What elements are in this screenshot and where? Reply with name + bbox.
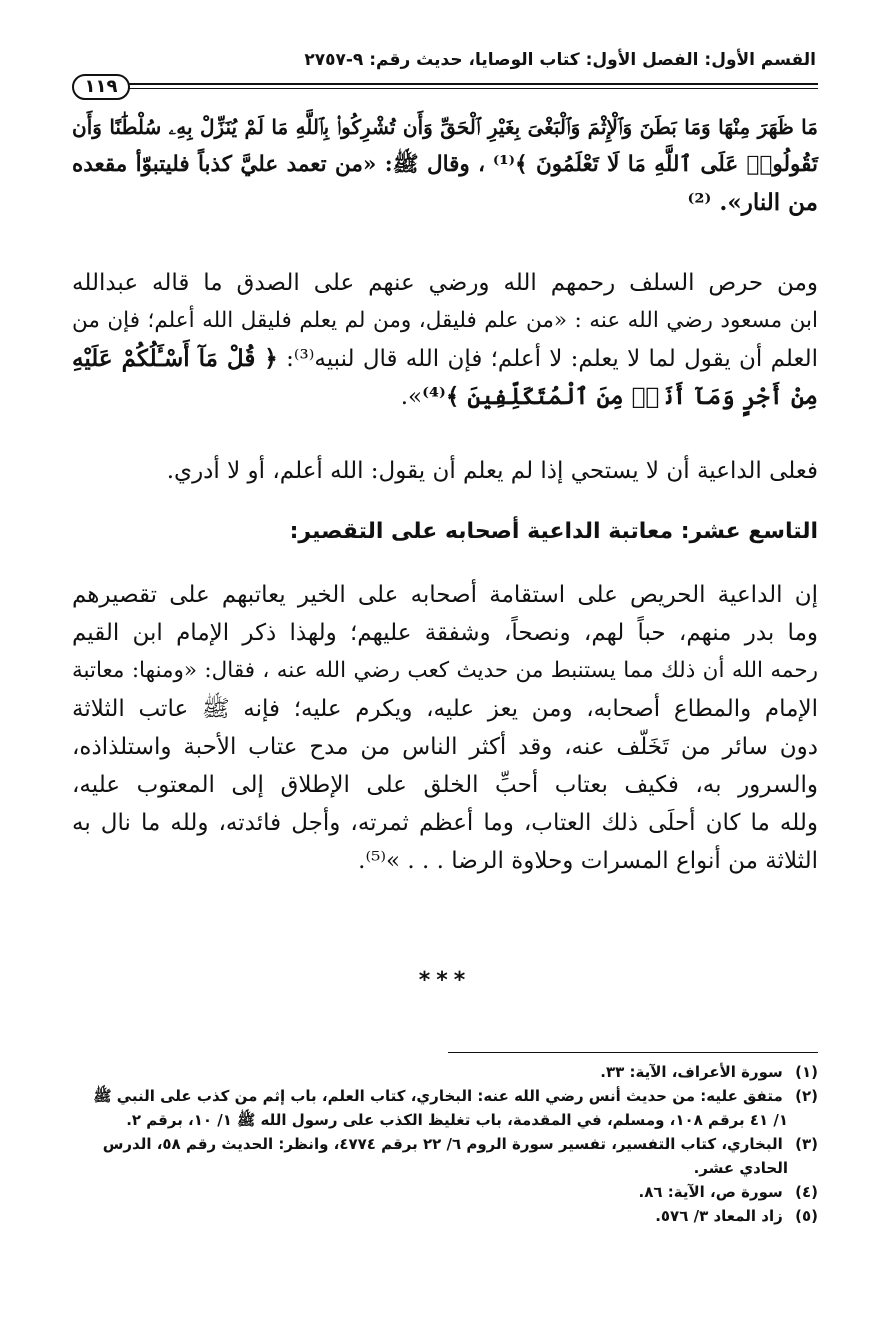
footnote-number: (٣) [795, 1135, 818, 1153]
paragraph-line: وما بدر منهم، حباً لهم، ونصحاً، وشفقة عليهم؛ ولهذا ذكر الإمام ابن القيم [72, 620, 818, 646]
page-number: ١١٩ [72, 74, 130, 100]
paragraph-line: الإمام والمطاع أصحابه، ومن يعز عليه، ويكرم عليه؛ فإنه ﷺ عاتب الثلاثة [72, 696, 818, 722]
header-rule-thin [124, 88, 818, 89]
footnote-text: متفق عليه: من حديث أنس رضي الله عنه: البخاري، كتاب العلم، باب إثم من كذب على النبي ﷺ [93, 1087, 783, 1105]
footnote-number: (٢) [795, 1087, 818, 1105]
paragraph-2 [72, 264, 818, 416]
paragraph-line: فعلى الداعية أن لا يستحي إذا لم يعلم أن يقول: الله أعلم، أو لا أدري. [166, 458, 818, 484]
paragraph-line: الثلاثة من أنواع المسرات وحلاوة الرضا . . . »⁽⁵⁾. [358, 848, 818, 874]
footnote-item [72, 1180, 818, 1204]
footnote-text: زاد المعاد ٣/ ٥٧٦. [655, 1207, 783, 1225]
hadith-line: من النار». ⁽²⁾ [687, 189, 818, 216]
quran-verse-fragment: ﴿ قُلْ مَآ أَسْـَٔلُكُمْ عَلَيْهِ [72, 345, 278, 372]
paragraph-line: ابن مسعود رضي الله عنه : «من علم فليقل، ومن لم يعلم فليقل الله أعلم؛ فإن من [72, 308, 818, 333]
quran-verse-fragment: تَقُولُوا۟ عَلَى ٱللَّهِ مَا لَا تَعْلَمُونَ ﴾⁽¹⁾ [492, 152, 818, 177]
footnote-text: سورة الأعراف، الآية: ٣٣. [600, 1063, 783, 1081]
footnote-item [72, 1204, 818, 1228]
paragraph-line [72, 378, 818, 416]
paragraph-line: والسرور به، فكيف بعتاب أحبِّ الخلق على الإطلاق إلى المعتوب عليه، [72, 772, 818, 798]
quran-verse-line: مَا ظَهَرَ مِنْهَا وَمَا بَطَنَ وَٱلْإِثْمَ وَٱلْبَغْىَ بِغَيْرِ ٱلْحَقِّ وَأَن تُشْرِكُوا۟ بِٱللَّهِ مَا لَمْ يُنَزِّلْ بِهِۦ سُلْطَٰنًا وَأَن [72, 115, 818, 139]
footnotes [72, 1060, 818, 1228]
paragraph-line: ولله ما كان أحلَى ذلك العتاب، وما أعظم ثمرته، وأجل فائدته، ولله ما نال به [72, 810, 818, 836]
paragraph-4 [72, 576, 818, 880]
paragraph-line [72, 146, 818, 184]
running-header-title: القسم الأول: الفصل الأول: كتاب الوصايا، حديث رقم: ٩-٢٧٥٧ [304, 50, 816, 70]
header-rule-thick [124, 83, 818, 85]
footnote-number: (٤) [795, 1183, 818, 1201]
section-separator: *** [418, 968, 472, 993]
footnote-text: البخاري، كتاب التفسير، تفسير سورة الروم ٦/ ٢٢ برقم ٤٧٧٤، وانظر: الحديث رقم ٥٨، الدرس [102, 1135, 783, 1153]
footnote-number: (١) [795, 1063, 818, 1081]
paragraph-line: رحمه الله أن ذلك مما يستنبط من حديث كعب رضي الله عنه ، فقال: «ومنها: معاتبة [72, 658, 818, 683]
footnote-item [72, 1132, 818, 1180]
paragraph-line: دون سائر من تَخَلّف عنه، وقد أكثر الناس من مدح عتاب الأحبة واستلذاذه، [72, 734, 818, 760]
paragraph-3 [72, 452, 818, 490]
footnote-number: (٥) [795, 1207, 818, 1225]
footnote-rule [448, 1052, 818, 1053]
footnote-item [72, 1060, 818, 1084]
footnote-continuation: الحادي عشر. [693, 1159, 788, 1177]
hadith-fragment: ، وقال ﷺ: «من تعمد عليَّ كذباً فليتبوّأ مقعده [72, 152, 486, 177]
text-fragment: ». [400, 384, 423, 410]
footnote-text: سورة ص، الآية: ٨٦. [638, 1183, 783, 1201]
quran-verse-fragment: مِنْ أَجْرٍ وَمَآ أَنَا۠ مِنَ ٱلْمُتَكَلِّفِينَ ﴾⁽⁴⁾ [422, 383, 818, 410]
section-heading: التاسع عشر: معاتبة الداعية أصحابه على التقصير: [289, 519, 818, 544]
paragraph-line: إن الداعية الحريص على استقامة أصحابه على الخير يعاتبهم على تقصيرهم [72, 582, 818, 608]
text-fragment: العلم أن يقول لما لا يعلم: لا أعلم؛ فإن الله قال لنبيه⁽³⁾: [286, 346, 818, 372]
paragraph-1 [72, 108, 818, 222]
paragraph-line [72, 340, 818, 378]
header-rule [72, 74, 818, 100]
footnote-continuation: ١/ ٤١ برقم ١٠٨، ومسلم، في المقدمة، باب تغليظ الكذب على رسول الله ﷺ ١/ ١٠، برقم ٢. [126, 1111, 788, 1129]
paragraph-line: ومن حرص السلف رحمهم الله ورضي عنهم على الصدق ما قاله عبدالله [72, 270, 818, 296]
footnote-item [72, 1084, 818, 1132]
